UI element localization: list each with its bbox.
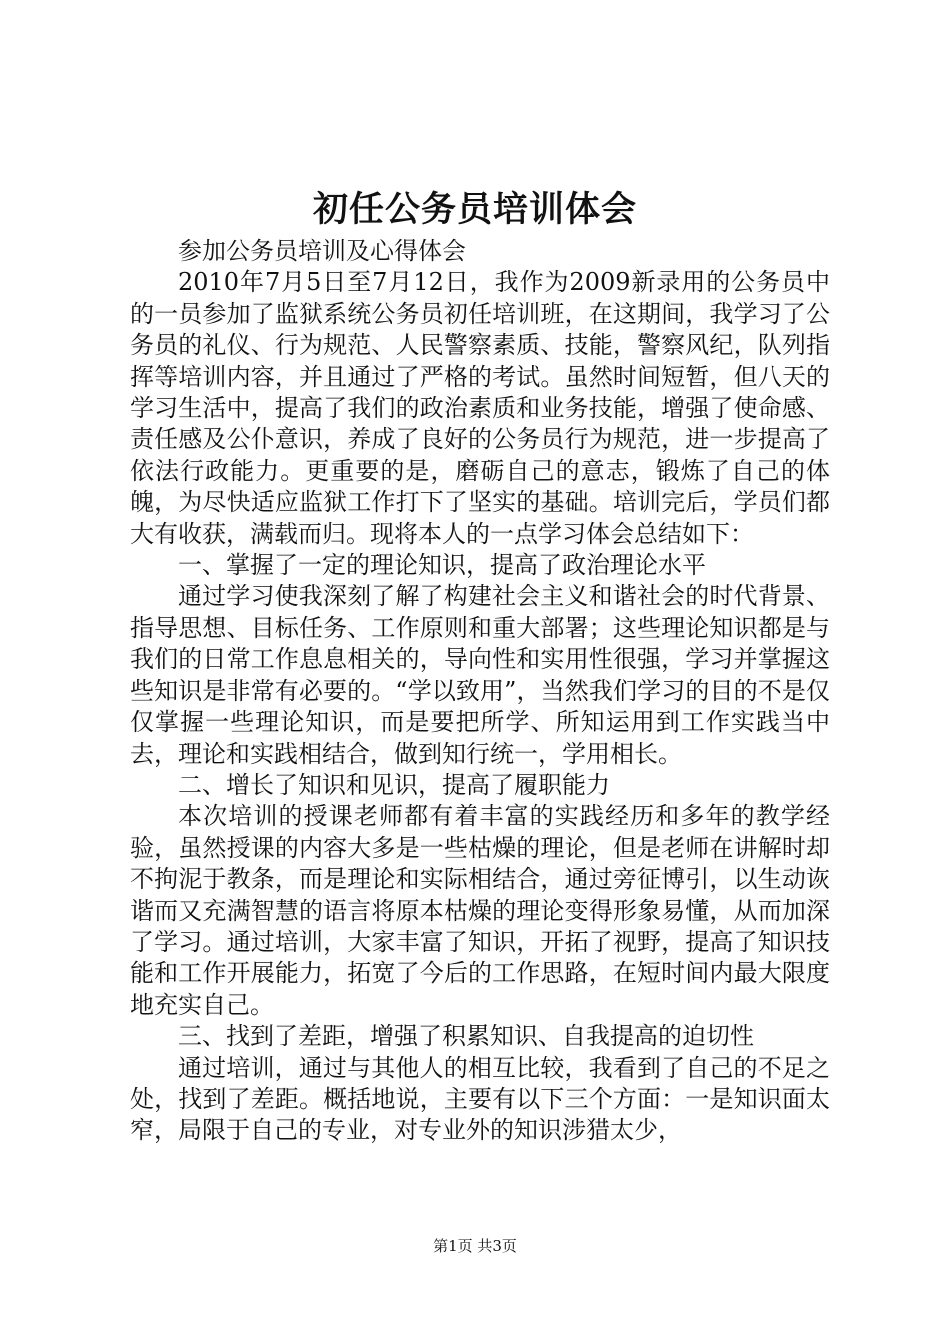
page-footer (0, 1236, 950, 1256)
document-title: 初任公务员培训体会 (312, 189, 637, 230)
body-paragraph: 2010年7月5日至7月12日，我作为2009新录用的公务员中的一员参加了监狱系统公务员初任培训班，在这期间，我学习了公务员的礼仪、行为规范、人民警察素质、技能，警察风纪，队列指挥等培训内容，并且通过了严格的考试。虽然时间短暂，但八天的学习生活中，提高了我们的政治素质和业务技能，增强了使命感、责任感及公仆意识，养成了良好的公务员行为规范，进一步提高了依法行政能力。更重要的是，磨砺自己的意志，锻炼了自己的体魄，为尽快适应监狱工作打下了坚实的基础。培训完后，学员们都大有收获，满载而归。现将本人的一点学习体会总结如下： (130, 268, 830, 548)
section-heading: 三、找到了差距，增强了积累知识、自我提高的迫切性 (178, 1022, 754, 1051)
section-heading: 二、增长了知识和见识，提高了履职能力 (178, 770, 610, 799)
body-paragraph: 通过培训，通过与其他人的相互比较，我看到了自己的不足之处，找到了差距。概括地说，主要有以下三个方面：一是知识面太窄，局限于自己的专业，对专业外的知识涉猎太少， (130, 1053, 830, 1145)
subtitle-paragraph: 参加公务员培训及心得体会 (178, 237, 466, 265)
body-paragraph: 通过学习使我深刻了解了构建社会主义和谐社会的时代背景、指导思想、目标任务、工作原则和重大部署；这些理论知识都是与我们的日常工作息息相关的，导向性和实用性很强，学习并掌握这些知识是非常有必要的。“学以致用”，当然我们学习的目的不是仅仅掌握一些理论知识，而是要把所学、所知运用到工作实践当中去，理论和实践相结合，做到知行统一，学用相长。 (130, 582, 830, 768)
body-paragraph: 本次培训的授课老师都有着丰富的实践经历和多年的教学经验，虽然授课的内容大多是一些枯燥的理论，但是老师在讲解时却不拘泥于教条，而是理论和实际相结合，通过旁征博引，以生动诙谐而又充满智慧的语言将原本枯燥的理论变得形象易懂，从而加深了学习。通过培训，大家丰富了知识，开拓了视野，提高了知识技能和工作开展能力，拓宽了今后的工作思路，在短时间内最大限度地充实自己。 (130, 802, 830, 1019)
document-body (130, 236, 830, 1147)
page-indicator: 第1页 共3页 (433, 1237, 517, 1255)
section-heading: 一、掌握了一定的理论知识，提高了政治理论水平 (178, 551, 706, 580)
